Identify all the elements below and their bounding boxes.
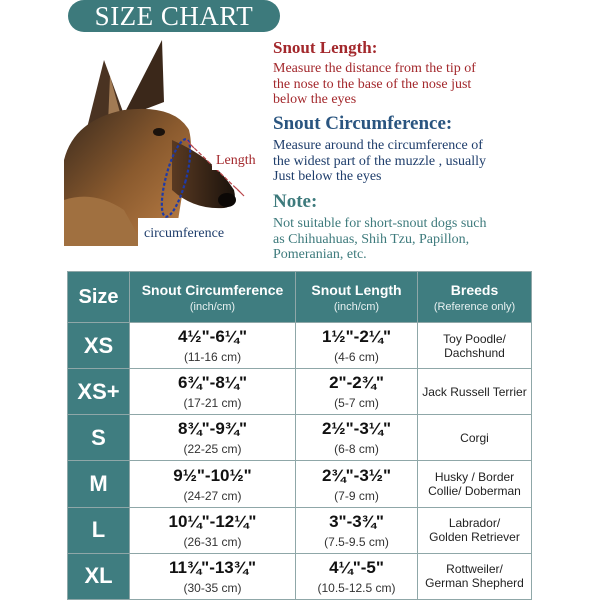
table-row	[68, 553, 532, 599]
table-header-row	[68, 272, 532, 323]
size-cell: XL	[68, 553, 130, 599]
snout-length-text: Measure the distance from the tip of	[273, 61, 476, 76]
snout-circumference-text: the widest part of the muzzle , usually	[273, 153, 487, 169]
dog-muzzle-diagram	[64, 40, 270, 246]
note-text: Not suitable for short-snout dogs such	[273, 216, 487, 231]
snout-length-heading: Snout Length:	[273, 38, 378, 57]
circumference-cell: 9½"-10½" (24-27 cm)	[130, 461, 296, 507]
circumference-label: circumference	[144, 226, 225, 241]
table-row	[68, 461, 532, 507]
circumference-cell: 4½"-6¼" (11-16 cm)	[130, 323, 296, 369]
dog-ear-right	[122, 40, 164, 118]
size-table	[67, 271, 532, 600]
length-cell: 4¼"-5" (10.5-12.5 cm)	[296, 553, 418, 599]
header-breeds: Breeds (Reference only)	[418, 272, 532, 323]
header-length: Snout Length (inch/cm)	[296, 272, 418, 323]
length-label: Length	[216, 153, 256, 168]
breeds-cell: Labrador/ Golden Retriever	[418, 507, 532, 553]
circumference-cell: 6¾"-8¼" (17-21 cm)	[130, 369, 296, 415]
note-text: Pomeranian, etc.	[273, 247, 367, 262]
note-text: as Chihuahuas, Shih Tzu, Papillon,	[273, 231, 470, 247]
length-cell: 2½"-3¼" (6-8 cm)	[296, 415, 418, 461]
size-cell: S	[68, 415, 130, 461]
breeds-cell: Husky / Border Collie/ Doberman	[418, 461, 532, 507]
snout-circumference-section	[273, 113, 486, 185]
snout-length-text: below the eyes	[273, 92, 357, 107]
length-cell: 3"-3¾" (7.5-9.5 cm)	[296, 507, 418, 553]
snout-circumference-text: Measure around the circumference of	[273, 138, 483, 153]
note-heading: Note:	[273, 191, 318, 212]
size-cell: XS	[68, 323, 130, 369]
header-size: Size	[68, 272, 130, 323]
length-cell: 2"-2¾" (5-7 cm)	[296, 369, 418, 415]
note-section	[273, 191, 486, 263]
length-cell: 1½"-2¼" (4-6 cm)	[296, 323, 418, 369]
circumference-cell: 10¼"-12¼" (26-31 cm)	[130, 507, 296, 553]
size-cell: XS+	[68, 369, 130, 415]
table-row	[68, 323, 532, 369]
snout-circumference-heading: Snout Circumference:	[273, 113, 453, 134]
header-circumference: Snout Circumference (inch/cm)	[130, 272, 296, 323]
table-row	[68, 415, 532, 461]
table-row	[68, 369, 532, 415]
snout-length-section	[273, 38, 476, 108]
snout-circumference-text: Just below the eyes	[273, 169, 382, 184]
size-cell: M	[68, 461, 130, 507]
breeds-cell: Jack Russell Terrier	[418, 369, 532, 415]
length-cell: 2¾"-3½" (7-9 cm)	[296, 461, 418, 507]
breeds-cell: Toy Poodle/ Dachshund	[418, 323, 532, 369]
size-chart-title: SIZE CHART	[68, 0, 280, 32]
breeds-cell: Rottweiler/ German Shepherd	[418, 553, 532, 599]
circumference-cell: 11¾"-13¾" (30-35 cm)	[130, 553, 296, 599]
dog-nose	[218, 193, 236, 207]
table-row	[68, 507, 532, 553]
snout-length-text: the nose to the base of the nose just	[273, 76, 472, 92]
breeds-cell: Corgi	[418, 415, 532, 461]
size-cell: L	[68, 507, 130, 553]
circumference-cell: 8¾"-9¾" (22-25 cm)	[130, 415, 296, 461]
